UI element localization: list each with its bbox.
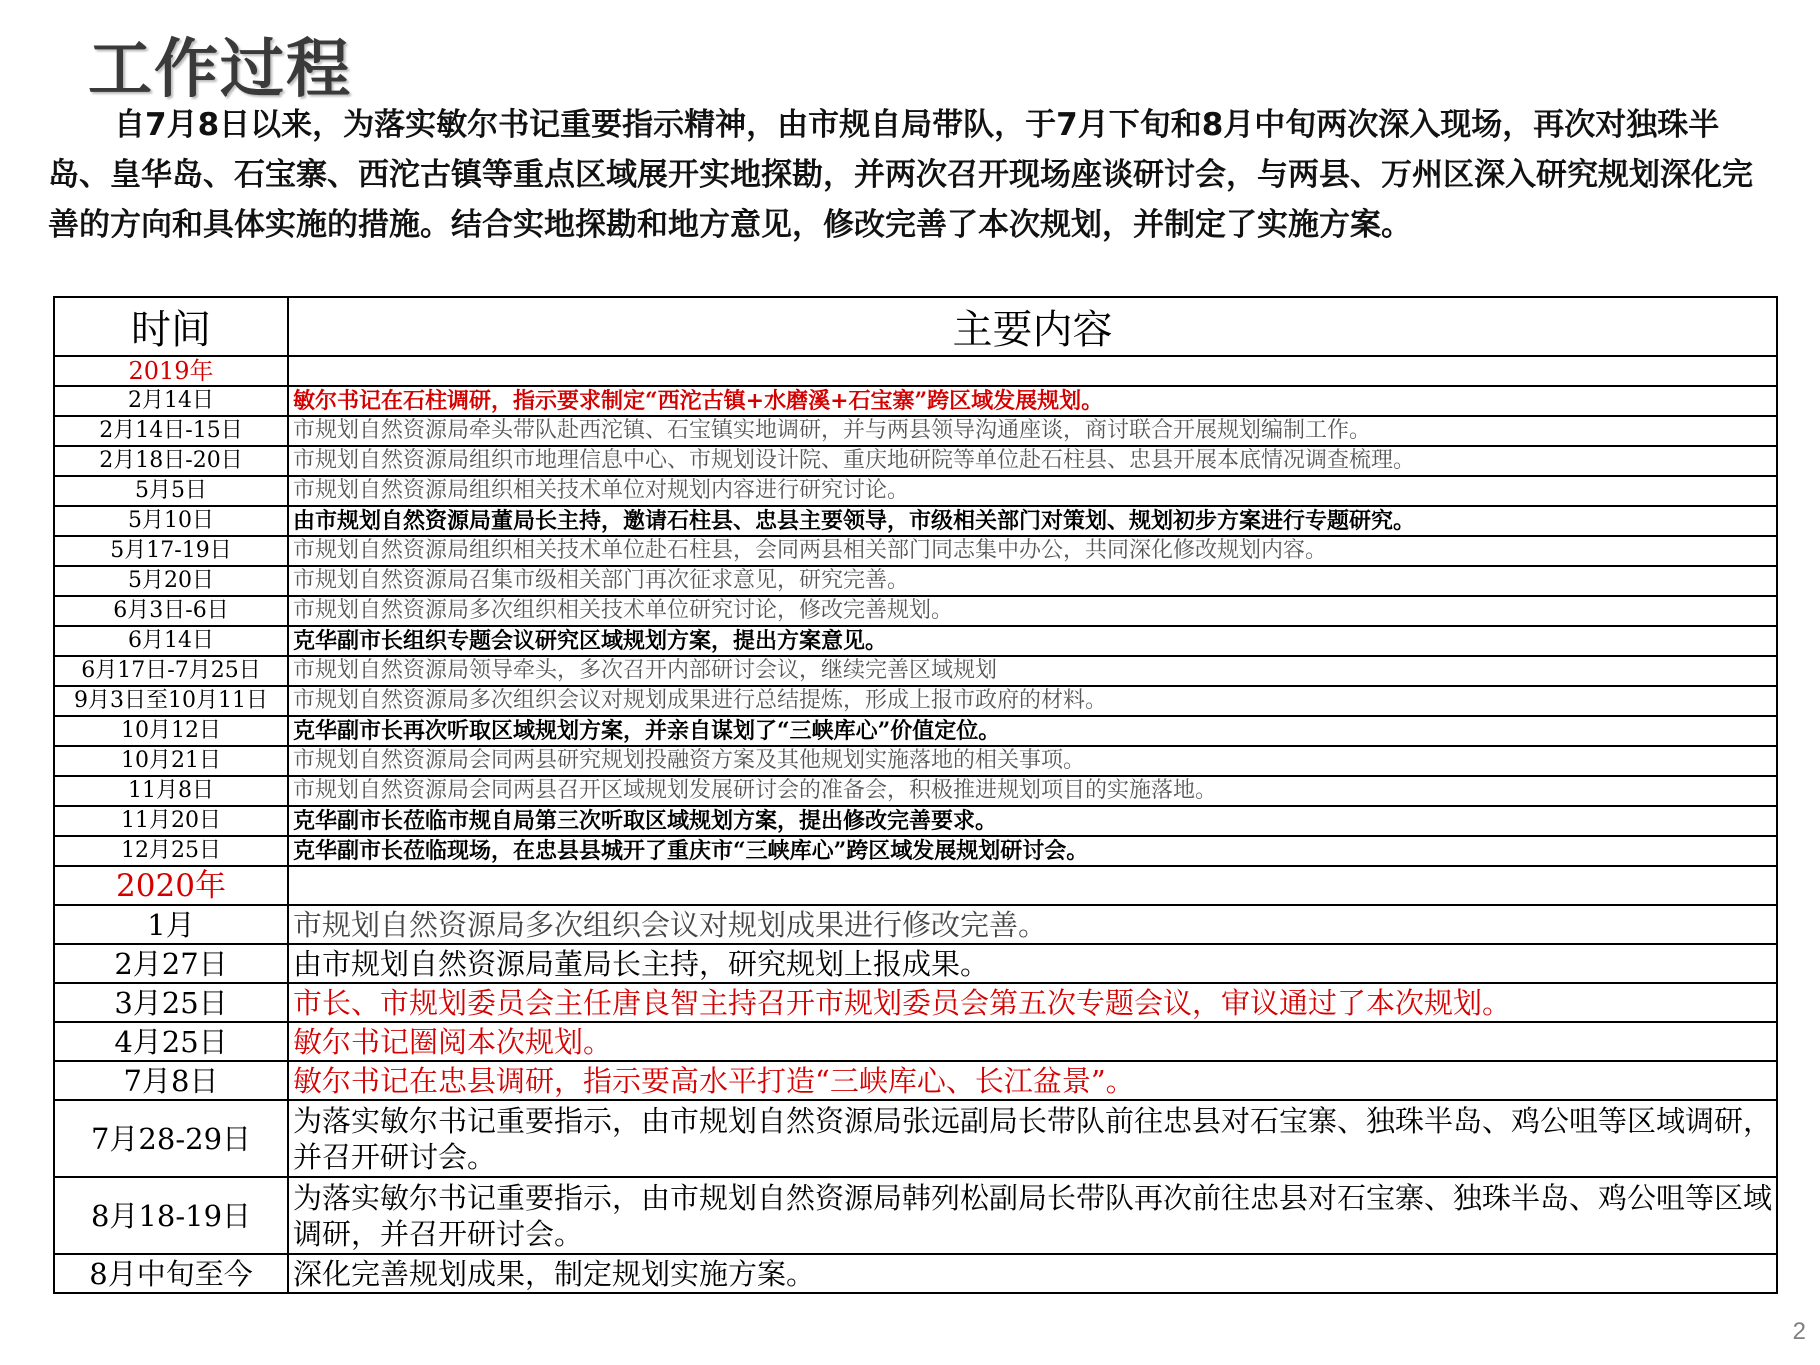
table-row — [54, 806, 1777, 836]
table-row — [54, 776, 1777, 806]
table-row — [54, 626, 1777, 656]
row-content: 市规划自然资源局多次组织相关技术单位研究讨论，修改完善规划。 — [288, 596, 1777, 626]
row-content: 市规划自然资源局组织市地理信息中心、市规划设计院、重庆地研院等单位赴石柱县、忠县开展本底情况调查梳理。 — [288, 446, 1777, 476]
table-row — [54, 386, 1777, 416]
row-date: 2019年 — [54, 356, 288, 386]
row-content: 市规划自然资源局组织相关技术单位对规划内容进行研究讨论。 — [288, 476, 1777, 506]
row-date: 6月3日-6日 — [54, 596, 288, 626]
row-date: 9月3日至10月11日 — [54, 686, 288, 716]
table-row — [54, 506, 1777, 536]
table-row — [54, 1022, 1777, 1061]
row-content: 市规划自然资源局多次组织会议对规划成果进行总结提炼，形成上报市政府的材料。 — [288, 686, 1777, 716]
table-row — [54, 944, 1777, 983]
row-date: 1月 — [54, 905, 288, 944]
row-content: 市长、市规划委员会主任唐良智主持召开市规划委员会第五次专题会议，审议通过了本次规划。 — [288, 983, 1777, 1022]
intro-paragraph: 自7月8日以来，为落实敏尔书记重要指示精神，由市规自局带队，于7月下旬和8月中旬两次深入现场，再次对独珠半岛、皇华岛、石宝寨、西沱古镇等重点区域展开实地探勘，并两次召开现场座谈研讨会，与两县、万州区深入研究规划深化完善的方向和具体实施的措施。结合实地探勘和地方意见，修改完善了本次规划，并制定了实施方案。 — [48, 107, 1753, 243]
table-row — [54, 656, 1777, 686]
row-content: 敏尔书记在忠县调研，指示要高水平打造“三峡库心、长江盆景”。 — [288, 1061, 1777, 1100]
table-row — [54, 1100, 1777, 1177]
row-date: 2月14日 — [54, 386, 288, 416]
row-content: 市规划自然资源局多次组织会议对规划成果进行修改完善。 — [288, 905, 1777, 944]
row-date: 5月10日 — [54, 506, 288, 536]
column-header-content: 主要内容 — [288, 297, 1777, 356]
table-row — [54, 476, 1777, 506]
row-date: 2月27日 — [54, 944, 288, 983]
table-row — [54, 905, 1777, 944]
row-content: 敏尔书记圈阅本次规划。 — [288, 1022, 1777, 1061]
row-content: 市规划自然资源局组织相关技术单位赴石柱县，会同两县相关部门同志集中办公，共同深化修改规划内容。 — [288, 536, 1777, 566]
row-content: 由市规划自然资源局董局长主持，邀请石柱县、忠县主要领导，市级相关部门对策划、规划初步方案进行专题研究。 — [288, 506, 1777, 536]
row-content: 市规划自然资源局领导牵头，多次召开内部研讨会议，继续完善区域规划 — [288, 656, 1777, 686]
table-row — [54, 596, 1777, 626]
table-row — [54, 566, 1777, 596]
table-row — [54, 686, 1777, 716]
row-content: 市规划自然资源局召集市级相关部门再次征求意见，研究完善。 — [288, 566, 1777, 596]
row-content: 克华副市长莅临现场，在忠县县城开了重庆市“三峡库心”跨区域发展规划研讨会。 — [288, 836, 1777, 866]
row-date: 5月20日 — [54, 566, 288, 596]
table-row — [54, 446, 1777, 476]
row-date: 11月20日 — [54, 806, 288, 836]
row-content: 市规划自然资源局牵头带队赴西沱镇、石宝镇实地调研，并与两县领导沟通座谈，商讨联合开展规划编制工作。 — [288, 416, 1777, 446]
row-date: 8月中旬至今 — [54, 1254, 288, 1293]
row-content: 市规划自然资源局会同两县研究规划投融资方案及其他规划实施落地的相关事项。 — [288, 746, 1777, 776]
row-date: 5月17-19日 — [54, 536, 288, 566]
timeline-rows — [54, 356, 1777, 1293]
row-date: 8月18-19日 — [54, 1177, 288, 1254]
row-content: 深化完善规划成果，制定规划实施方案。 — [288, 1254, 1777, 1293]
row-date: 11月8日 — [54, 776, 288, 806]
row-date: 2月18日-20日 — [54, 446, 288, 476]
row-content: 克华副市长再次听取区域规划方案，并亲自谋划了“三峡库心”价值定位。 — [288, 716, 1777, 746]
page-title: 工作过程 — [88, 33, 352, 107]
row-date: 4月25日 — [54, 1022, 288, 1061]
page-number: 2 — [1792, 1318, 1806, 1345]
row-date: 10月12日 — [54, 716, 288, 746]
row-date: 6月14日 — [54, 626, 288, 656]
row-content: 为落实敏尔书记重要指示，由市规划自然资源局韩列松副局长带队再次前往忠县对石宝寨、独珠半岛、鸡公咀等区域调研，并召开研讨会。 — [288, 1177, 1777, 1254]
row-content: 为落实敏尔书记重要指示，由市规划自然资源局张远副局长带队前往忠县对石宝寨、独珠半岛、鸡公咀等区域调研，并召开研讨会。 — [288, 1100, 1777, 1177]
table-row — [54, 536, 1777, 566]
table-row — [54, 1061, 1777, 1100]
table-row — [54, 416, 1777, 446]
table-row — [54, 983, 1777, 1022]
row-date: 2020年 — [54, 866, 288, 905]
table-row — [54, 1254, 1777, 1293]
row-date: 12月25日 — [54, 836, 288, 866]
row-content: 克华副市长莅临市规自局第三次听取区域规划方案，提出修改完善要求。 — [288, 806, 1777, 836]
row-content: 克华副市长组织专题会议研究区域规划方案，提出方案意见。 — [288, 626, 1777, 656]
table-row — [54, 836, 1777, 866]
row-date: 7月8日 — [54, 1061, 288, 1100]
row-date: 6月17日-7月25日 — [54, 656, 288, 686]
table-row — [54, 716, 1777, 746]
table-row — [54, 866, 1777, 905]
row-content — [288, 866, 1777, 905]
row-date: 3月25日 — [54, 983, 288, 1022]
row-content: 敏尔书记在石柱调研，指示要求制定“西沱古镇+水磨溪+石宝寨”跨区域发展规划。 — [288, 386, 1777, 416]
row-date: 10月21日 — [54, 746, 288, 776]
row-content — [288, 356, 1777, 386]
table-header-row — [54, 297, 1777, 356]
column-header-date: 时间 — [54, 297, 288, 356]
table-row — [54, 746, 1777, 776]
timeline-table — [53, 296, 1778, 1294]
row-content: 市规划自然资源局会同两县召开区域规划发展研讨会的准备会，积极推进规划项目的实施落地。 — [288, 776, 1777, 806]
row-date: 5月5日 — [54, 476, 288, 506]
row-date: 2月14日-15日 — [54, 416, 288, 446]
table-row — [54, 1177, 1777, 1254]
row-content: 由市规划自然资源局董局长主持，研究规划上报成果。 — [288, 944, 1777, 983]
row-date: 7月28-29日 — [54, 1100, 288, 1177]
table-row — [54, 356, 1777, 386]
